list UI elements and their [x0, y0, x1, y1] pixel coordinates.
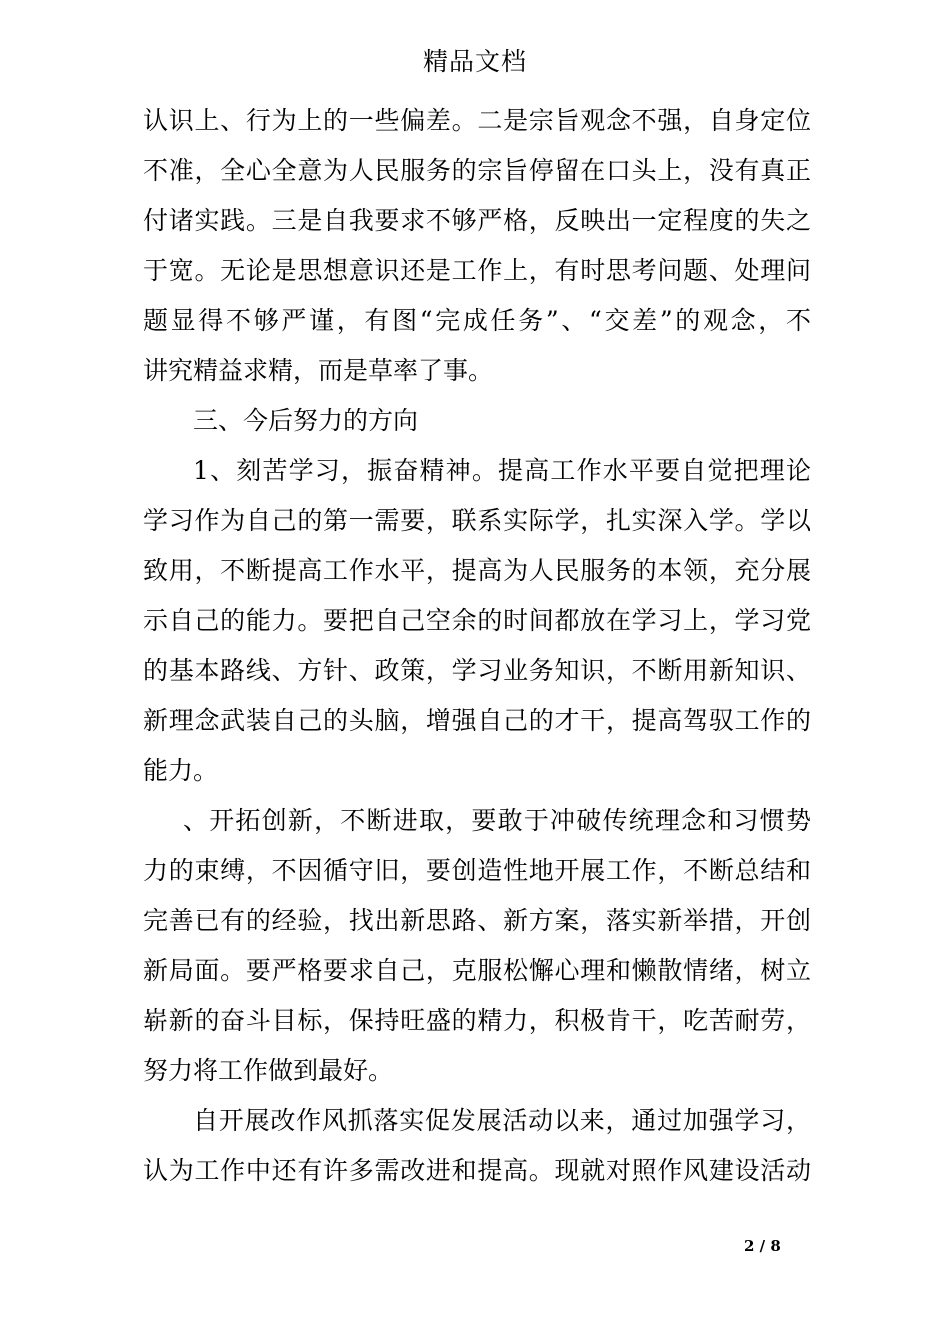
paragraph-study-hard — [143, 446, 811, 796]
text-line: 不准，全心全意为人民服务的宗旨停留在口头上，没有真正 — [143, 156, 811, 185]
paragraph-shortcomings — [143, 96, 811, 396]
text-line: 示自己的能力。要把自己空余的时间都放在学习上，学习党 — [143, 606, 811, 635]
text-line: 题显得不够严谨，有图“完成任务”、“交差”的观念，不 — [143, 306, 811, 335]
text-line: 崭新的奋斗目标，保持旺盛的精力，积极肯干，吃苦耐劳， — [143, 1006, 811, 1035]
section-heading-text: 三、今后努力的方向 — [193, 406, 419, 435]
text-line: 1、刻苦学习，振奋精神。提高工作水平要自觉把理论 — [193, 456, 811, 485]
paragraph-activity-intro — [143, 1096, 811, 1196]
paragraph-innovation — [143, 796, 811, 1096]
page-number: 2 / 8 — [744, 1237, 781, 1255]
document-body — [143, 96, 811, 1196]
text-line: 、开拓创新，不断进取，要敢于冲破传统理念和习惯势 — [183, 806, 811, 835]
text-line: 新局面。要严格要求自己，克服松懈心理和懒散情绪，树立 — [143, 956, 811, 985]
text-line: 付诸实践。三是自我要求不够严格，反映出一定程度的失之 — [143, 206, 811, 235]
text-line: 完善已有的经验，找出新思路、新方案，落实新举措，开创 — [143, 906, 811, 935]
text-line: 新理念武装自己的头脑，增强自己的才干，提高驾驭工作的 — [143, 706, 811, 735]
text-line: 讲究精益求精，而是草率了事。 — [143, 356, 494, 385]
text-line: 于宽。无论是思想意识还是工作上，有时思考问题、处理问 — [143, 256, 811, 285]
text-line: 致用，不断提高工作水平，提高为人民服务的本领，充分展 — [143, 556, 811, 585]
text-line: 认识上、行为上的一些偏差。二是宗旨观念不强，自身定位 — [143, 106, 811, 135]
text-line: 努力将工作做到最好。 — [143, 1056, 394, 1085]
text-line: 力的束缚，不因循守旧，要创造性地开展工作，不断总结和 — [143, 856, 811, 885]
section-heading — [143, 396, 811, 446]
text-line: 学习作为自己的第一需要，联系实际学，扎实深入学。学以 — [143, 506, 811, 535]
text-line: 认为工作中还有许多需改进和提高。现就对照作风建设活动 — [143, 1156, 811, 1185]
text-line: 的基本路线、方针、政策，学习业务知识，不断用新知识、 — [143, 656, 811, 685]
text-line: 能力。 — [143, 756, 219, 785]
document-header-title: 精品文档 — [422, 47, 527, 76]
text-line: 自开展改作风抓落实促发展活动以来，通过加强学习， — [193, 1106, 811, 1135]
